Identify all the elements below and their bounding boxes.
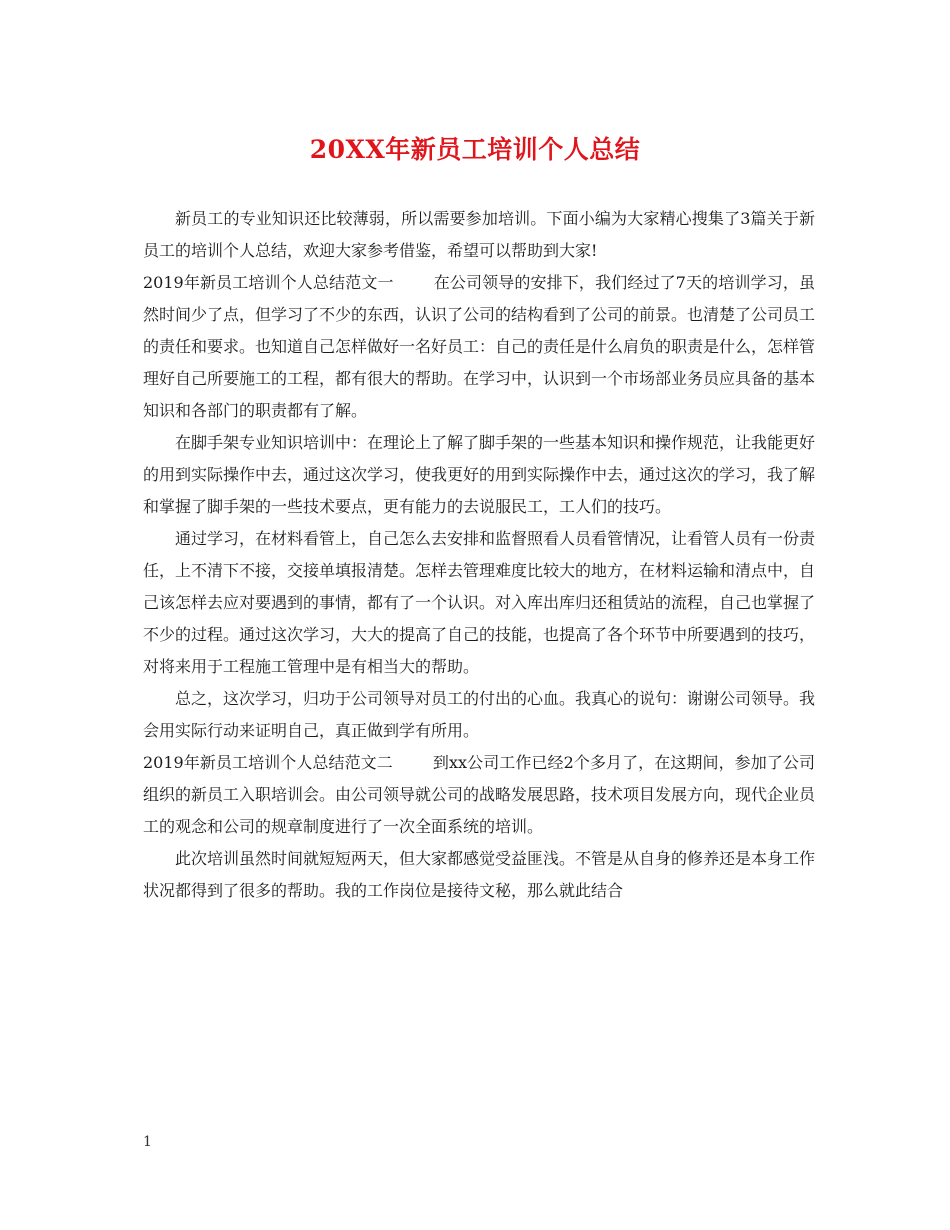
paragraph-training [143,843,815,907]
page-number: 1 [143,1134,152,1150]
paragraph-materials [143,523,815,683]
paragraph-section-two [143,747,815,843]
paragraph-text: 到xx公司工作已经2个多月了，在这期间，参加了公司组织的新员工入职培训会。由公司领导就公司的战略发展思路，技术项目发展方向，现代企业员工的观念和公司的规章制度进行了一次全面系统的培训。 [143,753,816,836]
paragraph-section-one [143,267,815,427]
paragraph-text: 在公司领导的安排下，我们经过了7天的培训学习，虽然时间少了点，但学习了不少的东西，认识了公司的结构看到了公司的前景。也清楚了公司员工的责任和要求。也知道自己怎样做好一名好员工：自己的责任是什么肩负的职责是什么，怎样管理好自己所要施工的工程，都有很大的帮助。在学习中，认识到一个市场部业务员应具备的基本知识和各部门的职责都有了解。 [143,273,816,420]
document-body [143,203,815,907]
paragraph-text: 新员工的专业知识还比较薄弱，所以需要参加培训。下面小编为大家精心搜集了3篇关于新员工的培训个人总结，欢迎大家参考借鉴，希望可以帮助到大家! [143,209,815,260]
paragraph-scaffold [143,427,815,523]
paragraph-conclusion [143,683,815,747]
paragraph-text: 通过学习，在材料看管上，自己怎么去安排和监督照看人员看管情况，让看管人员有一份责任，上不清下不接，交接单填报清楚。怎样去管理难度比较大的地方，在材料运输和清点中，自己该怎样去应对要遇到的事情，都有了一个认识。对入库出库归还租赁站的流程，自己也掌握了不少的过程。通过这次学习，大大的提高了自己的技能，也提高了各个环节中所要遇到的技巧，对将来用于工程施工管理中是有相当大的帮助。 [143,529,816,676]
paragraph-text: 总之，这次学习，归功于公司领导对员工的付出的心血。我真心的说句：谢谢公司领导。我会用实际行动来证明自己，真正做到学有所用。 [143,689,816,740]
paragraph-text: 在脚手架专业知识培训中：在理论上了解了脚手架的一些基本知识和操作规范，让我能更好的用到实际操作中去，通过这次学习，使我更好的用到实际操作中去，通过这次的学习，我了解和掌握了脚手架的一些技术要点，更有能力的去说服民工，工人们的技巧。 [143,433,816,516]
section-heading: 2019年新员工培训个人总结范文一 [143,273,394,292]
paragraph-intro [143,203,815,267]
section-heading: 2019年新员工培训个人总结范文二 [143,753,393,772]
paragraph-text: 此次培训虽然时间就短短两天，但大家都感觉受益匪浅。不管是从自身的修养还是本身工作状况都得到了很多的帮助。我的工作岗位是接待文秘，那么就此结合 [143,849,816,900]
document-title: 20XX年新员工培训个人总结 [309,135,641,164]
